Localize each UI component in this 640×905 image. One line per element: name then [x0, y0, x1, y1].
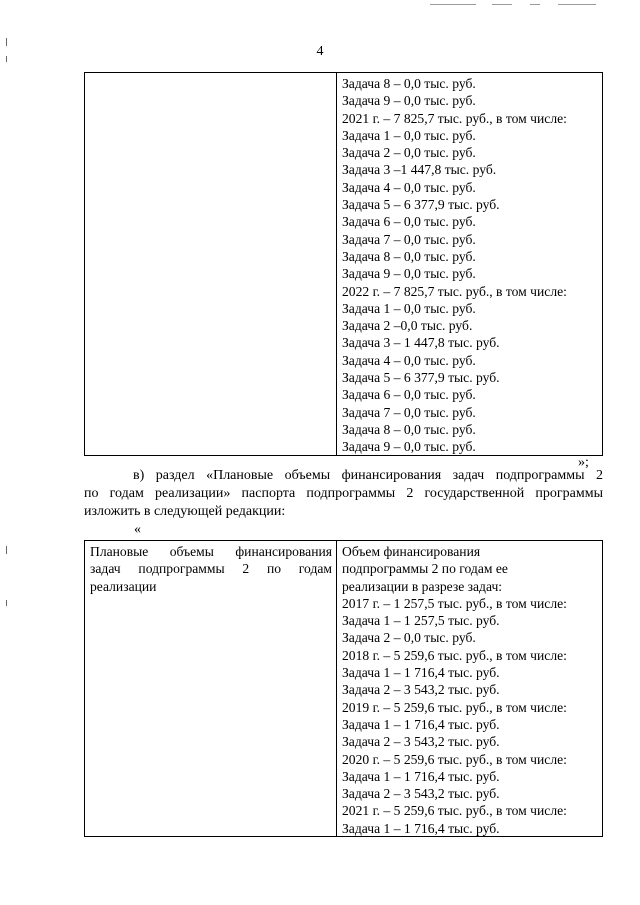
- page-number: 4: [316, 44, 324, 59]
- table-line: Задача 1 – 1 257,5 тыс. руб.: [342, 613, 500, 629]
- table-header-line: Плановые объемы финансирования: [90, 544, 332, 559]
- table-line: реализации в разрезе задач:: [342, 578, 503, 594]
- table-line: Задача 2 – 0,0 тыс. руб.: [342, 145, 476, 161]
- table-line: Задача 5 – 6 377,9 тыс. руб.: [342, 197, 500, 213]
- table-line: Задача 6 – 0,0 тыс. руб.: [342, 214, 476, 230]
- amendment-paragraph: [84, 467, 603, 521]
- table-line: 2018 г. – 5 259,6 тыс. руб., в том числе:: [342, 647, 567, 663]
- table-line: 2022 г. – 7 825,7 тыс. руб., в том числе:: [342, 283, 567, 299]
- table-line: Задача 4 – 0,0 тыс. руб.: [342, 352, 476, 368]
- margin-scan-mark: [6, 546, 7, 554]
- table-left-cell: [85, 73, 337, 455]
- table-line: Задача 6 – 0,0 тыс. руб.: [342, 387, 476, 403]
- table-line: Объем финансирования: [342, 544, 481, 559]
- table-line: 2019 г. – 5 259,6 тыс. руб., в том числе:: [342, 699, 567, 715]
- table-line: Задача 4 – 0,0 тыс. руб.: [342, 179, 476, 195]
- table-line: Задача 3 –1 447,8 тыс. руб.: [342, 162, 497, 178]
- closing-quote: »;: [578, 455, 589, 470]
- table-line: Задача 9 – 0,0 тыс. руб.: [342, 266, 476, 282]
- table-line: Задача 8 – 0,0 тыс. руб.: [342, 248, 476, 264]
- table-left-cell: [85, 541, 337, 836]
- table-line: 2020 г. – 5 259,6 тыс. руб., в том числе:: [342, 751, 567, 767]
- table-line: Задача 7 – 0,0 тыс. руб.: [342, 231, 476, 247]
- table-line: Задача 1 – 1 716,4 тыс. руб.: [342, 665, 500, 681]
- paragraph-line: по годам реализации» паспорта подпрограммы 2 государственной программы: [84, 486, 603, 501]
- table-line: Задача 1 – 1 716,4 тыс. руб.: [342, 716, 500, 732]
- table-right-cell: [337, 541, 567, 836]
- table-line: Задача 5 – 6 377,9 тыс. руб.: [342, 370, 500, 386]
- table-line: 2017 г. – 1 257,5 тыс. руб., в том числе:: [342, 595, 567, 611]
- table-header-line: задач подпрограммы 2 по годам: [90, 561, 332, 577]
- table-line: Задача 1 – 1 716,4 тыс. руб.: [342, 768, 500, 784]
- margin-scan-mark: [6, 600, 7, 606]
- table-line: Задача 1 – 1 716,4 тыс. руб.: [342, 820, 500, 836]
- paragraph-line: изложить в следующей редакции:: [84, 504, 286, 519]
- opening-quote: «: [134, 522, 141, 537]
- table-line: Задача 1 – 0,0 тыс. руб.: [342, 127, 476, 143]
- table-line: Задача 8 – 0,0 тыс. руб.: [342, 76, 476, 91]
- table-line: Задача 2 –0,0 тыс. руб.: [342, 318, 473, 334]
- table-line: Задача 2 – 3 543,2 тыс. руб.: [342, 786, 500, 802]
- financing-table-continuation: [84, 72, 603, 456]
- table-line: Задача 1 – 0,0 тыс. руб.: [342, 300, 476, 316]
- table-line: 2021 г. – 5 259,6 тыс. руб., в том числе:: [342, 803, 567, 819]
- table-line: Задача 7 – 0,0 тыс. руб.: [342, 404, 476, 420]
- table-line: Задача 3 – 1 447,8 тыс. руб.: [342, 335, 500, 351]
- table-line: Задача 2 – 3 543,2 тыс. руб.: [342, 734, 500, 750]
- table-line: Задача 2 – 3 543,2 тыс. руб.: [342, 682, 500, 698]
- table-line: Задача 9 – 0,0 тыс. руб.: [342, 93, 476, 109]
- table-line: 2021 г. – 7 825,7 тыс. руб., в том числе:: [342, 110, 567, 126]
- table-line: подпрограммы 2 по годам ее: [342, 561, 508, 577]
- table-right-cell: [337, 73, 567, 455]
- table-header-line: реализации: [90, 578, 157, 594]
- paragraph-line: в) раздел «Плановые объемы финансирования задач подпрограммы 2: [133, 468, 603, 483]
- table-line: Задача 2 – 0,0 тыс. руб.: [342, 630, 476, 646]
- table-line: Задача 9 – 0,0 тыс. руб.: [342, 439, 476, 455]
- table-line: Задача 8 – 0,0 тыс. руб.: [342, 421, 476, 437]
- financing-table-new-edition: [84, 540, 603, 837]
- header-scan-marks: [430, 4, 600, 6]
